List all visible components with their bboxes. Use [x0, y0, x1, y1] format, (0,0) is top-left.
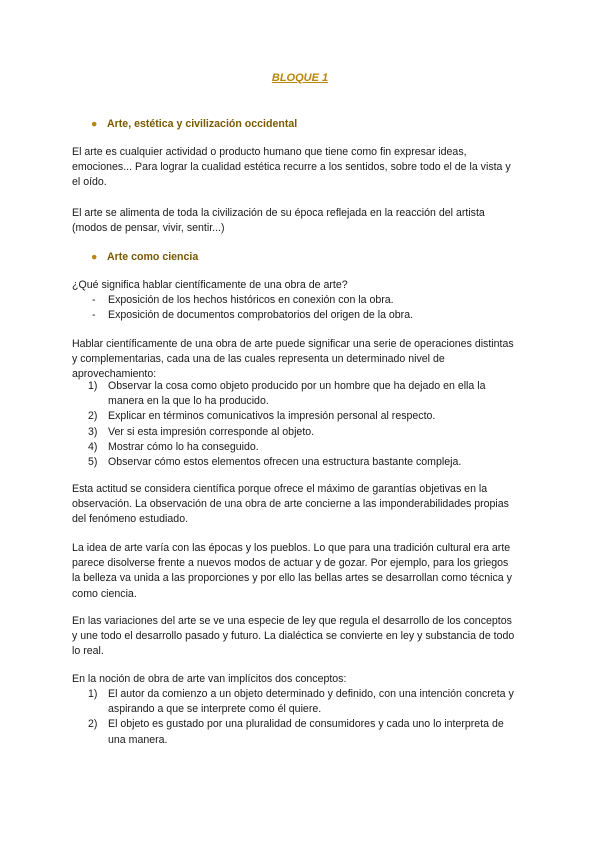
bullet-icon: ● [91, 118, 98, 130]
list-item [72, 293, 518, 308]
dash-mark: - [92, 294, 96, 306]
list-item-text: El autor da comienzo a un objeto determinado y definido, con una intención concreta y aspirando a que se interprete como él quiere. [108, 688, 514, 716]
list-item-text: Ver si esta impresión corresponde al objeto. [108, 425, 315, 438]
list-number: 4) [88, 440, 98, 453]
dash-mark: - [92, 309, 96, 322]
list-item [72, 717, 518, 747]
paragraph: Esta actitud se considera científica porque ofrece el máximo de garantías objetivas en la observación. La observación de una obra de arte concierne a las imponderabilidades propias del fenómeno estudiado. [72, 483, 509, 526]
page-title: BLOQUE 1 [271, 72, 329, 84]
list-item [72, 440, 518, 455]
list-item-text: Mostrar cómo lo ha conseguido. [108, 440, 259, 453]
list-item [72, 308, 518, 323]
paragraph: La idea de arte varía con las épocas y los pueblos. Lo que para una tradición cultural era arte parece disolverse frente a nuevos modos de actuar y de gozar. Por ejemplo, para los griegos la belleza va unida a las proporciones y por ello las bellas artes se desarrollan como técnica y como ciencia. [72, 542, 512, 600]
bullet-icon: ● [91, 251, 98, 263]
list-item-text: Explicar en términos comunicativos la impresión personal al respecto. [108, 410, 436, 423]
paragraph: ¿Qué significa hablar científicamente de una obra de arte? [72, 279, 348, 291]
list-item [72, 687, 518, 717]
list-item-text: Exposición de los hechos históricos en conexión con la obra. [108, 294, 394, 306]
list-item-text: Observar cómo estos elementos ofrecen una estructura bastante compleja. [108, 456, 462, 469]
paragraph: Hablar científicamente de una obra de arte puede significar una serie de operaciones distintas y complementarias, cada una de las cuales representa un determinado nivel de aprovechamiento: [72, 338, 514, 381]
list-item [72, 455, 518, 470]
list-item-text: El objeto es gustado por una pluralidad de consumidores y cada uno lo interpreta de una manera. [108, 718, 504, 746]
list-number: 1) [88, 688, 98, 700]
list-item [72, 379, 518, 409]
numbered-list [72, 379, 518, 470]
list-item [72, 409, 518, 424]
dash-list [72, 293, 518, 323]
list-number: 2) [88, 718, 98, 731]
list-number: 1) [88, 380, 98, 392]
section-heading-ciencia [91, 250, 198, 265]
list-number: 2) [88, 410, 98, 423]
section-heading-label: Arte como ciencia [107, 251, 199, 263]
paragraph: El arte es cualquier actividad o producto humano que tiene como fin expresar ideas, emociones... Para lograr la cualidad estética recurre a los sentidos, sobre todo el de la vista y el oído. [72, 146, 511, 189]
paragraph: En las variaciones del arte se ve una especie de ley que regula el desarrollo de los conceptos y une todo el desarrollo pasado y futuro. La dialéctica se convierte en ley y substancia de todo lo real. [72, 615, 515, 658]
section-heading-label: Arte, estética y civilización occidental [107, 118, 298, 130]
list-item [72, 425, 518, 440]
paragraph: En la noción de obra de arte van implícitos dos conceptos: [72, 673, 347, 685]
list-item-text: Exposición de documentos comprobatorios del origen de la obra. [108, 309, 414, 322]
paragraph: El arte se alimenta de toda la civilización de su época reflejada en la reacción del artista (modos de pensar, vivir, sentir...) [72, 207, 485, 235]
list-item-text: Observar la cosa como objeto producido por un hombre que ha dejado en ella la manera en la que lo ha producido. [108, 380, 486, 408]
numbered-list [72, 687, 518, 748]
list-number: 5) [88, 456, 98, 469]
section-heading-estetica [91, 117, 297, 132]
list-number: 3) [88, 425, 98, 438]
